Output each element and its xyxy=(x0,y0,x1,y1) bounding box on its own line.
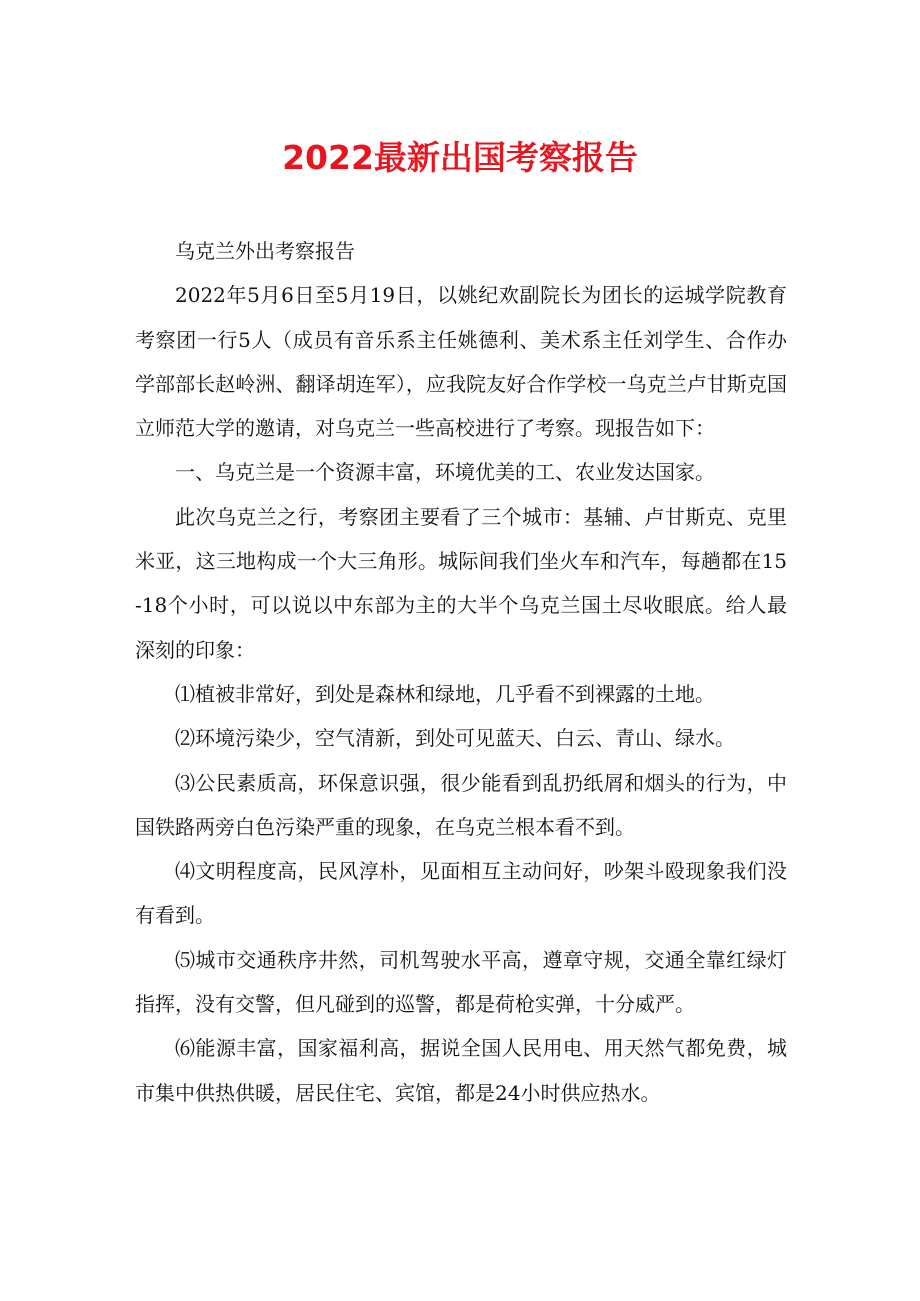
paragraph-item-5: ⑸城市交通秩序井然，司机驾驶水平高，遵章守规，交通全靠红绿灯指挥，没有交警，但凡碰到的巡警，都是荷枪实弹，十分威严。 xyxy=(135,947,787,1017)
paragraph-item-1: ⑴植被非常好，到处是森林和绿地，几乎看不到裸露的土地。 xyxy=(175,681,715,706)
paragraph-item-3: ⑶公民素质高，环保意识强，很少能看到乱扔纸屑和烟头的行为，中国铁路两旁白色污染严重的现象，在乌克兰根本看不到。 xyxy=(135,770,787,839)
paragraph-item-4: ⑷文明程度高，民风淳朴，见面相互主动问好，吵架斗殴现象我们没有看到。 xyxy=(135,859,787,928)
paragraph-intro: 2022年5月6日至5月19日，以姚纪欢副院长为团长的运城学院教育考察团一行5人（成员有音乐系主任姚德利、美术系主任刘学生、合作办学部部长赵岭洲、翻译胡连军），应我院友好合作学校一乌克兰卢甘斯克国立师范大学的邀请，对乌克兰一些高校进行了考察。现报告如下： xyxy=(135,283,787,441)
paragraph-section-heading: 一、乌克兰是一个资源丰富，环境优美的工、农业发达国家。 xyxy=(175,460,715,485)
paragraph-subtitle: 乌克兰外出考察报告 xyxy=(175,239,355,263)
document-body xyxy=(135,229,787,1115)
paragraph-item-6: ⑹能源丰富，国家福利高，据说全国人民用电、用天然气都免费，城市集中供热供暖，居民住宅、宾馆，都是24小时供应热水。 xyxy=(135,1036,787,1105)
paragraph-trip-overview: 此次乌克兰之行，考察团主要看了三个城市：基辅、卢甘斯克、克里米亚，这三地构成一个大三角形。城际间我们坐火车和汽车，每趟都在15-18个小时，可以说以中东部为主的大半个乌克兰国土尽收眼底。给人最深刻的印象： xyxy=(135,504,787,662)
document-title: 2022最新出国考察报告 xyxy=(282,138,638,177)
paragraph-item-2: ⑵环境污染少，空气清新，到处可见蓝天、白云、青山、绿水。 xyxy=(175,726,735,751)
